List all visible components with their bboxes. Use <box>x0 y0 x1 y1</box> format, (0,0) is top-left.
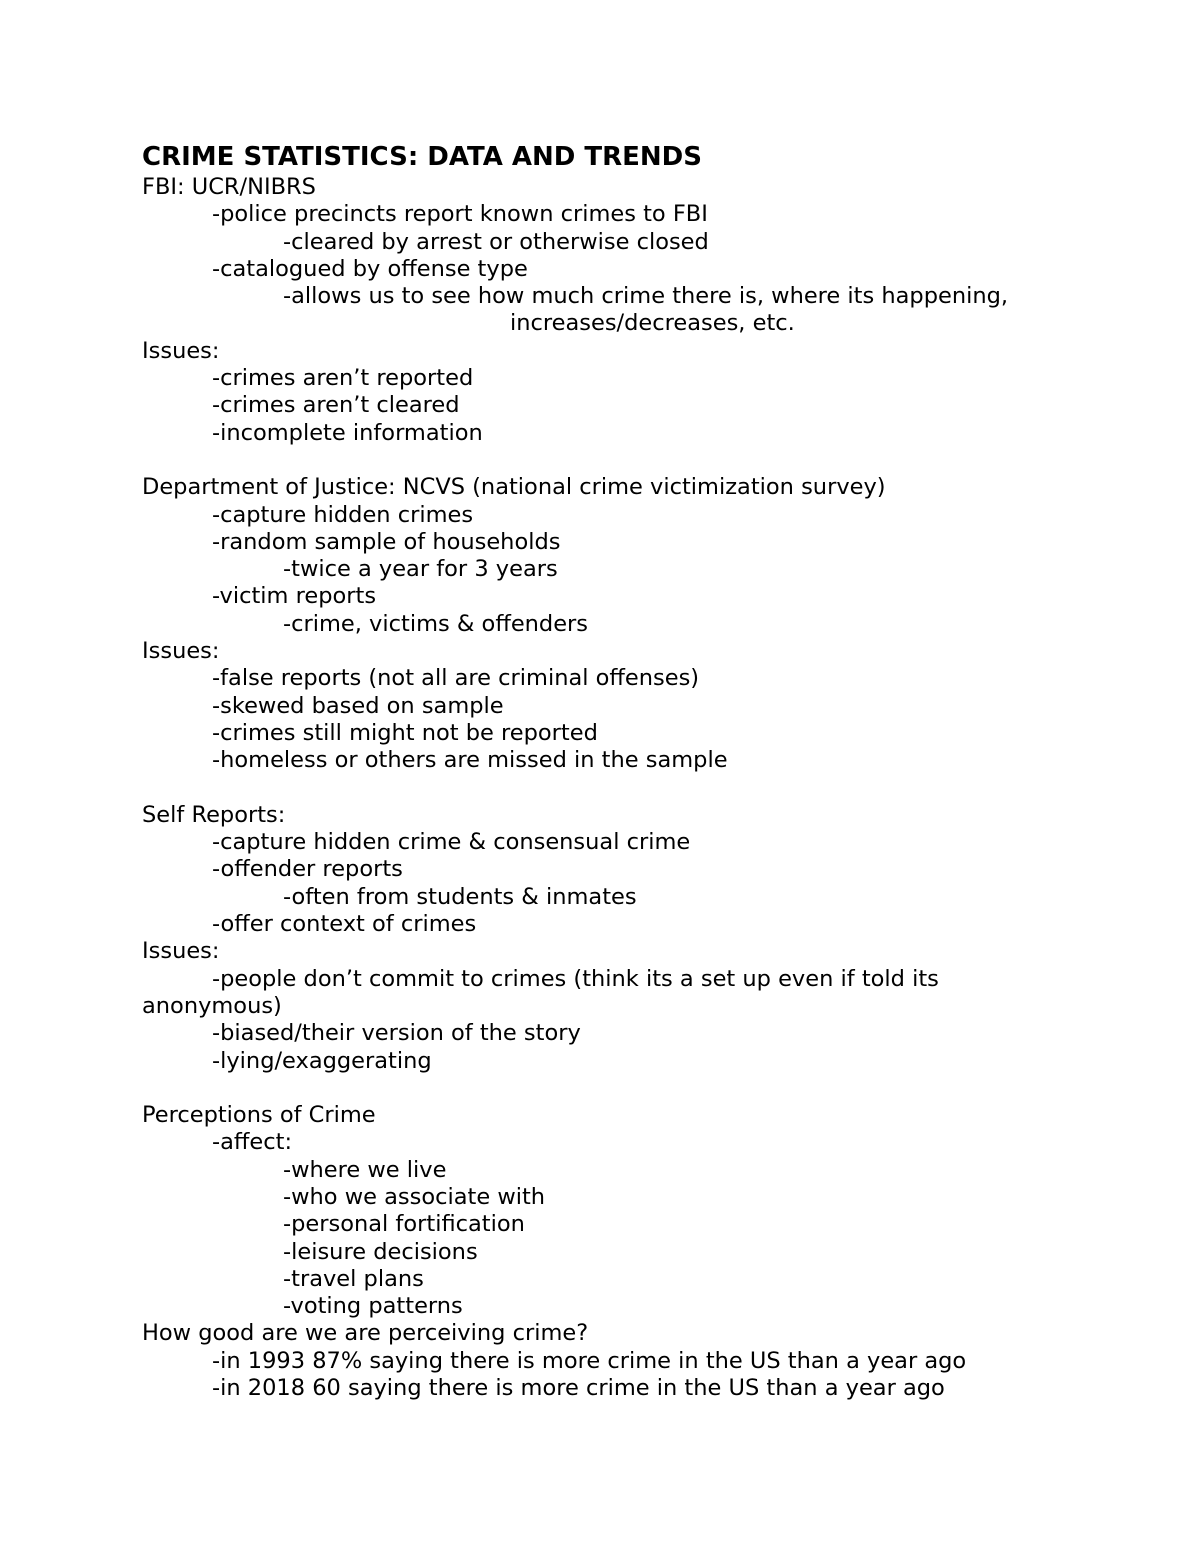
issue-item: -homeless or others are missed in the sample <box>212 747 728 774</box>
list-item: -victim reports <box>212 583 377 610</box>
section-heading-ncvs: Department of Justice: NCVS (national crime victimization survey) <box>142 474 886 501</box>
list-item: -often from students & inmates <box>283 883 637 910</box>
list-item: -allows us to see how much crime there is, where its happening, <box>283 283 1009 310</box>
blank-line <box>142 447 1062 474</box>
list-item: -capture hidden crimes <box>212 501 474 528</box>
list-item: -crime, victims & offenders <box>283 610 589 637</box>
issue-item: -lying/exaggerating <box>212 1047 432 1074</box>
issue-item: -crimes aren’t reported <box>212 365 474 392</box>
issue-item: -false reports (not all are criminal offenses) <box>212 665 700 692</box>
page-title: CRIME STATISTICS: DATA AND TRENDS <box>142 142 702 172</box>
list-item: -offer context of crimes <box>212 911 477 938</box>
issue-item: -biased/their version of the story <box>212 1020 581 1047</box>
blank-line <box>142 1075 1062 1102</box>
section-heading-fbi: FBI: UCR/NIBRS <box>142 174 316 200</box>
issues-heading: Issues: <box>142 638 220 665</box>
document-page <box>142 140 1062 1402</box>
affect-item: -where we live <box>283 1156 447 1183</box>
issue-item-continuation: anonymous) <box>142 992 282 1019</box>
affect-item: -personal fortification <box>283 1211 525 1238</box>
affect-item: -travel plans <box>283 1265 424 1292</box>
list-item: -cleared by arrest or otherwise closed <box>283 228 709 255</box>
issues-heading: Issues: <box>142 938 220 965</box>
issue-item: -crimes aren’t cleared <box>212 392 460 419</box>
list-item: -capture hidden crime & consensual crime <box>212 829 691 856</box>
issue-item: -skewed based on sample <box>212 692 504 719</box>
list-item: -catalogued by offense type <box>212 255 528 282</box>
affect-item: -who we associate with <box>283 1183 546 1210</box>
list-item: -offender reports <box>212 856 403 883</box>
list-item: -twice a year for 3 years <box>283 556 558 583</box>
list-item: -police precincts report known crimes to FBI <box>212 201 708 228</box>
list-item: -random sample of households <box>212 528 561 555</box>
issues-heading: Issues: <box>142 337 220 364</box>
issue-item: -people don’t commit to crimes (think its a set up even if told its <box>212 965 939 992</box>
list-item: -affect: <box>212 1129 293 1156</box>
issue-item: -incomplete information <box>212 419 483 446</box>
affect-item: -voting patterns <box>283 1293 463 1320</box>
answer-item: -in 2018 60 saying there is more crime in the US than a year ago <box>212 1375 945 1402</box>
section-heading-self-reports: Self Reports: <box>142 801 286 828</box>
section-heading-perceptions: Perceptions of Crime <box>142 1102 376 1129</box>
affect-item: -leisure decisions <box>283 1238 478 1265</box>
issue-item: -crimes still might not be reported <box>212 719 598 746</box>
answer-item: -in 1993 87% saying there is more crime in the US than a year ago <box>212 1347 967 1374</box>
blank-line <box>142 775 1062 802</box>
question-heading: How good are we are perceiving crime? <box>142 1320 589 1347</box>
list-item-continuation: increases/decreases, etc. <box>510 310 795 337</box>
